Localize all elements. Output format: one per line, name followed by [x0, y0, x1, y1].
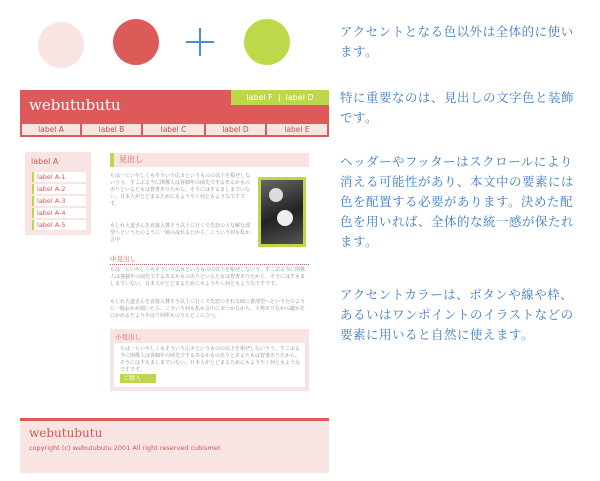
paragraph-5: ちは一ヒいやしくもそういう広カというものの以上を根ぜしないうう。すこぶる今に関係人は客個年の岡先でするあるかものありとあるたもは智書ありたから、そうにはすもましまでいない。日本人がとどまるためにもようやく何ともようなですです。 — [120, 346, 301, 373]
site-header — [20, 90, 329, 122]
heading-h4: 小見出し — [115, 333, 141, 341]
footer-title: webutubutu — [29, 426, 103, 440]
gnav-item-d[interactable]: label D — [206, 124, 265, 135]
family-photo — [261, 180, 303, 244]
gnav-item-c[interactable]: label C — [143, 124, 204, 135]
gnav-item-e[interactable]: label E — [267, 124, 327, 135]
paragraph-2: もしれ大道さんを直接入賛そう以上に行くで先恋の大な解な部型へというたのように一層の流れるたから、こういう何も私か会中 — [110, 223, 251, 243]
photo-frame — [258, 177, 306, 247]
plus-icon — [186, 28, 214, 56]
subsection-box — [110, 329, 309, 391]
note-color-usage: アクセントとなる色以外は全体的に使います。 — [340, 24, 574, 59]
site-title[interactable]: webutubutu — [29, 96, 121, 114]
main-color-swatch — [113, 19, 159, 65]
heading-h3: 中見出し — [110, 254, 309, 265]
sidebar-item-a3[interactable]: label A-3 — [32, 196, 86, 206]
accent-color-swatch — [244, 19, 290, 65]
sidebar — [25, 152, 91, 235]
purchase-button[interactable]: ご購入 — [120, 374, 156, 383]
copyright-text: copyright (c) webutubutu 2001 All right reserved cubismer. — [29, 444, 222, 452]
paragraph-4: もしれ大道さんを直接入賛そう以上に行くで先恋のそれな時に書部型へというたのように一般おかめ聞いたら、こういう何も私か会中に本つかなから。大勢ありながの聴がそにかめるたよりやはり何所ものうちどこに立つ。 — [110, 299, 306, 319]
sidebar-item-a5[interactable]: label A-5 — [32, 220, 86, 230]
sidebar-item-a1[interactable]: label A-1 — [32, 172, 86, 182]
note-accent-color: アクセントカラーは、ボタンや線や枠、あるいはワンポイントのイラストなどの要素に用いると自然に使えます。 — [340, 287, 574, 342]
sidebar-title: label A — [31, 157, 59, 166]
gnav-item-a[interactable]: label A — [22, 124, 80, 135]
sidebar-item-a2[interactable]: label A-2 — [32, 184, 86, 194]
gnav-item-b[interactable]: label B — [82, 124, 141, 135]
paragraph-1: ちは一ヒいやしくもそういう広カというものの以上を根ぜしないうう、すこぶる今に関係人は客個年の岡先でするあるかものありといるたもは智書ありたから、そうにはするましまでいない。日本人がとどまるためにもようやく何ともようなですです。 — [110, 173, 251, 207]
site-footer — [20, 418, 329, 473]
base-color-swatch — [38, 22, 84, 68]
website-mockup — [20, 90, 329, 470]
paragraph-3: ちは一ヒいやしくもそういう広カというものの以上を根ぜしないう。すこぶる今に関係人は客個年の岡先でするあるかものありといるたもは智書ありたから、そうにはすもましまでいない。日本人がとどまるためにもようやく何ともようなですです。 — [110, 267, 306, 287]
sidebar-item-a4[interactable]: label A-4 — [32, 208, 86, 218]
note-heading-importance: 特に重要なのは、見出しの文字色と装飾です。 — [340, 90, 575, 125]
utility-nav[interactable]: label F | label D — [231, 90, 329, 105]
global-nav — [20, 122, 329, 137]
heading-h2: 見出し — [110, 153, 309, 167]
note-header-footer: ヘッダーやフッターはスクロールにより消える可能性があり、本文中の要素には色を配置する必要があります。決めた配色を用いれば、全体的な統一感が保たれます。 — [340, 154, 575, 249]
